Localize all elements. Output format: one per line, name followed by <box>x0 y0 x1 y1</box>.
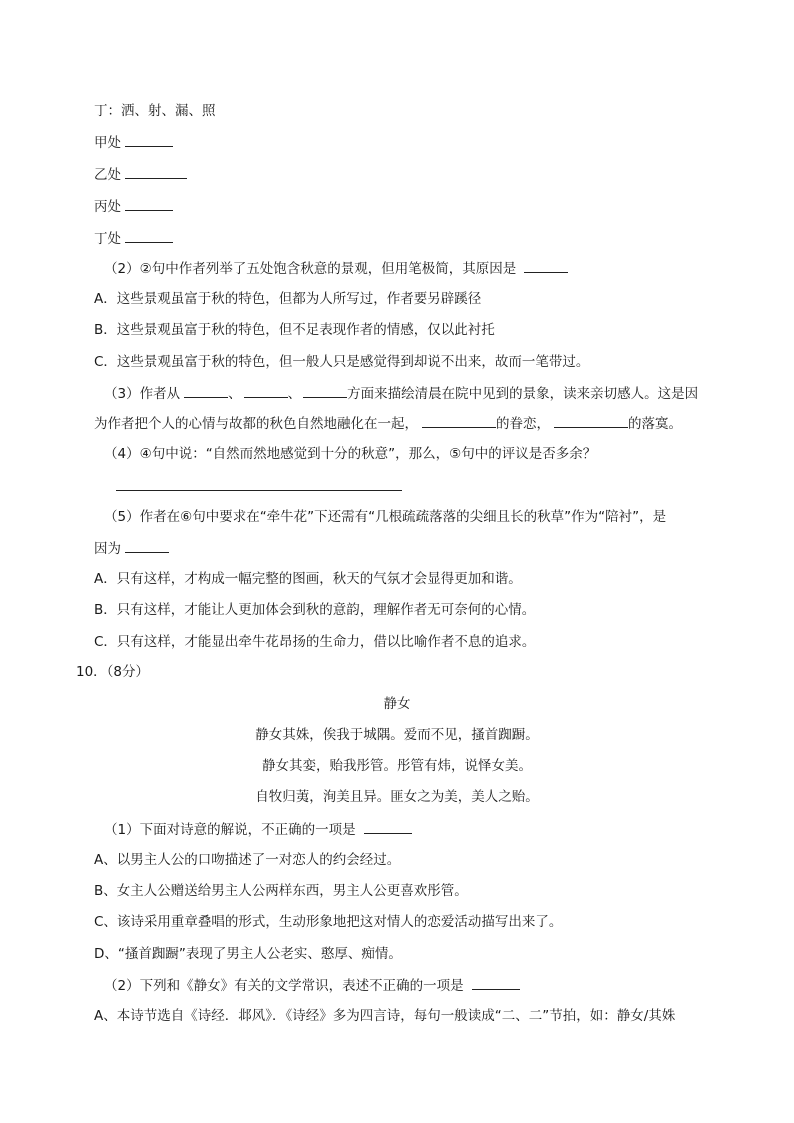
q9-3-blank-1[interactable] <box>184 383 228 398</box>
poem-line-1: 静女其姝，俟我于城隅。爱而不见，搔首踟蹰。 <box>255 727 539 743</box>
q9-5-line1: （5）作者在⑥句中要求在“牵牛花”下还需有“几根疏疏落落的尖细且长的秋草”作为“陪衬”，是 <box>104 509 667 525</box>
q10-1-option-a[interactable]: A、以男主人公的口吻描述了一对恋人的约会经过。 <box>94 852 401 868</box>
ding-label: 丁处 <box>94 231 121 247</box>
answer-yi <box>94 164 187 185</box>
q9-2-option-b[interactable]: B．这些景观虽富于秋的特色，但不足表现作者的情感，仅以此衬托 <box>94 322 495 338</box>
q10-2-blank[interactable] <box>472 975 520 990</box>
yi-blank[interactable] <box>125 164 187 179</box>
q9-3-line2: 为作者把个人的心情与故都的秋色自然地融化在一起， 的眷恋， 的落寞。 <box>94 413 682 434</box>
q10-1-stem: （1）下面对诗意的解说，不正确的一项是 <box>104 819 412 840</box>
q9-3-blank-4[interactable] <box>422 413 496 428</box>
ding-words-line: 丁：洒、射、漏、照 <box>94 103 216 119</box>
q10-2-stem: （2）下列和《静女》有关的文学常识，表述不正确的一项是 <box>104 975 520 996</box>
q9-5-option-b[interactable]: B．只有这样，才能让人更加体会到秋的意韵，理解作者无可奈何的心情。 <box>94 602 536 618</box>
q9-4-stem: （4）④句中说：“自然而然地感觉到十分的秋意”，那么，⑤句中的评议是否多余？ <box>104 446 597 462</box>
q9-2-stem: （2）②句中作者列举了五处饱含秋意的景观，但用笔极简，其原因是 <box>104 258 568 279</box>
q10-1-option-c[interactable]: C、该诗采用重章叠唱的形式，生动形象地把这对情人的恋爱活动描写出来了。 <box>94 914 563 930</box>
jia-label: 甲处 <box>94 135 121 151</box>
q9-5-option-a[interactable]: A．只有这样，才构成一幅完整的图画，秋天的气氛才会显得更加和谐。 <box>94 571 522 587</box>
q9-5-line2: 因为 <box>94 538 169 559</box>
q9-4-answer-line[interactable] <box>116 490 402 491</box>
q10-2-option-a[interactable]: A、本诗节选自《诗经．邶风》．《诗经》多为四言诗，每句一般读成“二、二”节拍，如：静女/其姝 <box>94 1008 676 1024</box>
q10-1-option-b[interactable]: B、女主人公赠送给男主人公两样东西，男主人公更喜欢彤管。 <box>94 883 468 899</box>
q9-3-blank-3[interactable] <box>303 383 347 398</box>
bing-label: 丙处 <box>94 199 121 215</box>
answer-ding <box>94 228 173 249</box>
poem-line-2: 静女其娈，贻我彤管。彤管有炜，说怿女美。 <box>262 758 532 774</box>
jia-blank[interactable] <box>125 132 173 147</box>
answer-bing <box>94 196 173 217</box>
q9-5-blank[interactable] <box>125 538 169 553</box>
q9-2-option-c[interactable]: C．这些景观虽富于秋的特色，但一般人只是感觉得到却说不出来，故而一笔带过。 <box>94 354 590 370</box>
poem-line-3: 自牧归荑，洵美且异。匪女之为美，美人之贻。 <box>255 789 539 805</box>
q9-2-blank[interactable] <box>524 258 568 273</box>
poem-title: 静女 <box>383 696 411 712</box>
q9-3-blank-2[interactable] <box>244 383 288 398</box>
answer-jia <box>94 132 173 153</box>
ding-blank[interactable] <box>125 228 173 243</box>
question-10-header: 10．（8分） <box>76 664 150 680</box>
q10-1-option-d[interactable]: D、“搔首踟蹰”表现了男主人公老实、憨厚、痴情。 <box>94 946 402 962</box>
bing-blank[interactable] <box>125 196 173 211</box>
q9-3-blank-5[interactable] <box>554 413 628 428</box>
q9-3-line1: （3）作者从 、 、 方面来描绘清晨在院中见到的景象，读来亲切感人。这是因 <box>104 383 698 404</box>
q10-1-blank[interactable] <box>364 819 412 834</box>
yi-label: 乙处 <box>94 167 121 183</box>
q9-5-option-c[interactable]: C．只有这样，才能显出牵牛花昂扬的生命力，借以比喻作者不息的追求。 <box>94 634 536 650</box>
q9-2-option-a[interactable]: A．这些景观虽富于秋的特色，但都为人所写过，作者要另辟蹊径 <box>94 291 482 307</box>
